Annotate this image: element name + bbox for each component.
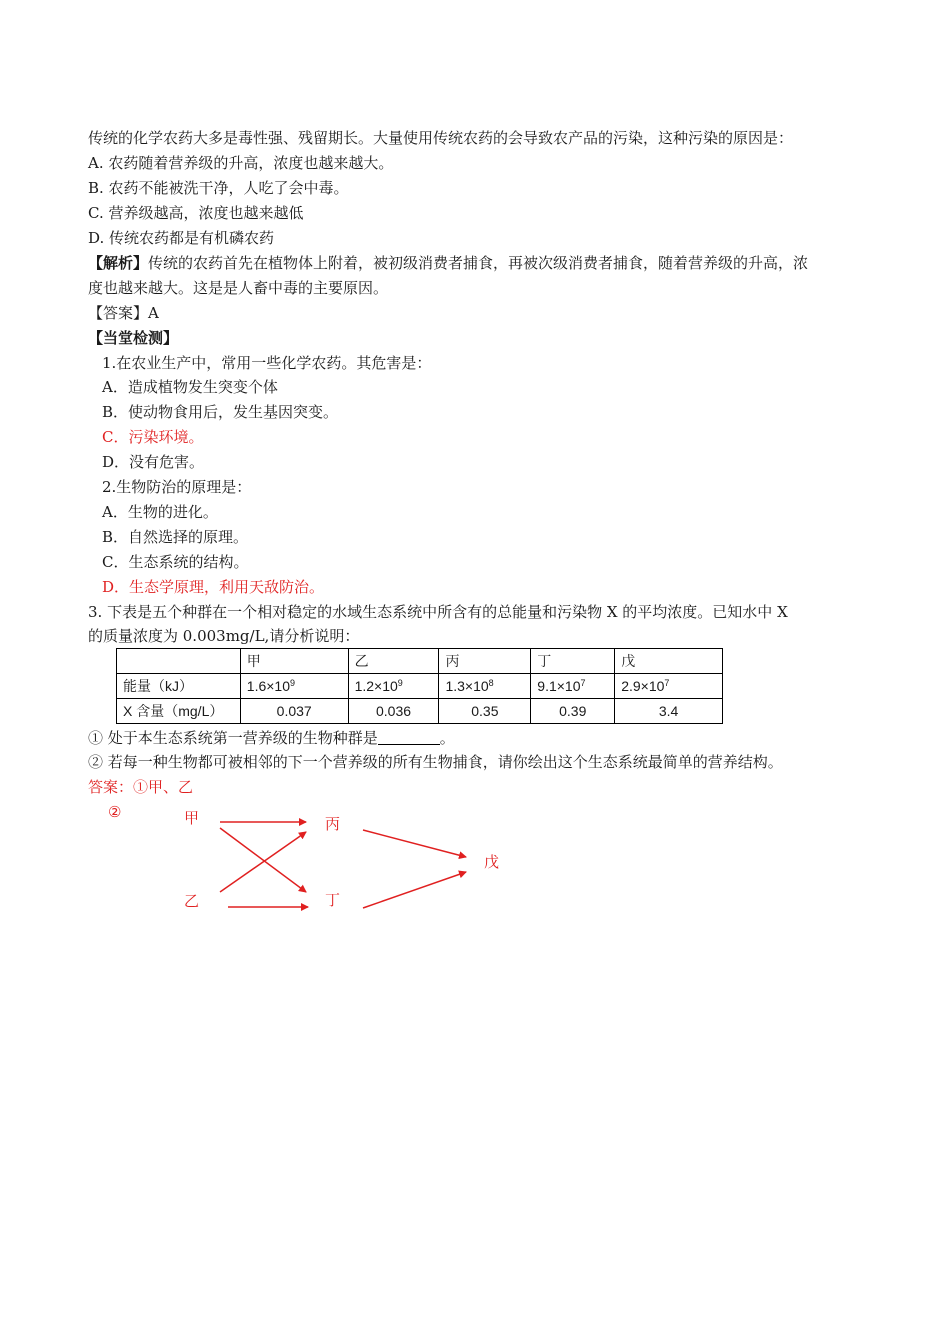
q3-sub-1: ① 处于本生态系统第一营养级的生物种群是 。 <box>88 729 455 747</box>
x-cell: 3.4 <box>615 699 723 724</box>
energy-cell: $9.1\times 10^7$ <box>531 674 615 699</box>
node-bing: 丙 <box>325 815 341 833</box>
q1-option-a: A．造成植物发生突变个体 <box>102 378 278 396</box>
q2-stem: 2.生物防治的原理是： <box>102 478 252 496</box>
table-header-cell: 戊 <box>615 649 723 674</box>
node-ding: 丁 <box>325 891 341 909</box>
q1-option-d: D．没有危害。 <box>102 453 205 471</box>
analysis-line-2: 度也越来越大。这是是人畜中毒的主要原因。 <box>88 279 389 297</box>
diagram-marker: ② <box>108 803 122 821</box>
table-header-cell: 丙 <box>439 649 531 674</box>
population-table <box>116 648 723 724</box>
x-cell: 0.036 <box>348 699 439 724</box>
intro-question: 传统的化学农药大多是毒性强、残留期长。大量使用传统农药的会导致农产品的污染，这种污染的原因是： <box>88 129 794 147</box>
node-wu: 戊 <box>484 853 500 871</box>
energy-cell: $1.3\times 10^8$ <box>439 674 531 699</box>
q3-sub-2: ② 若每一种生物都可被相邻的下一个营养级的所有生物捕食，请你绘出这个生态系统最简单的营养结构。 <box>88 753 783 771</box>
x-cell: 0.35 <box>439 699 531 724</box>
table-energy-row <box>117 674 723 699</box>
x-cell: 0.39 <box>531 699 615 724</box>
q1-option-c: C．污染环境。 <box>102 428 204 446</box>
energy-cell: $1.6\times 10^9$ <box>240 674 348 699</box>
intro-option-a: A. 农药随着营养级的升高，浓度也越来越大。 <box>88 154 394 172</box>
food-web-arrows <box>88 800 588 920</box>
table-header-cell: 乙 <box>348 649 439 674</box>
analysis-line-1 <box>88 253 808 273</box>
arrow-bing-wu <box>363 830 466 857</box>
energy-label: 能量（kJ） <box>117 674 241 699</box>
intro-option-d: D. 传统农药都是有机磷农药 <box>88 229 275 247</box>
x-label: X 含量（mg/L） <box>117 699 241 724</box>
q2-option-d: D．生态学原理，利用天敌防治。 <box>102 578 325 596</box>
table-header-cell: 丁 <box>531 649 615 674</box>
x-cell: 0.037 <box>240 699 348 724</box>
q1-stem: 1.在农业生产中，常用一些化学农药。其危害是： <box>102 354 432 372</box>
answer-blank <box>378 730 440 745</box>
q3-stem-line-2: 的质量浓度为 0.003mg/L,请分析说明： <box>88 627 360 645</box>
energy-cell: $2.9\times 10^7$ <box>615 674 723 699</box>
q2-option-c: C．生态系统的结构。 <box>102 553 249 571</box>
table-header-cell: 甲 <box>240 649 348 674</box>
q2-option-a: A．生物的进化。 <box>102 503 218 521</box>
q1-option-b: B．使动物食用后，发生基因突变。 <box>102 403 339 421</box>
arrow-ding-wu <box>363 872 466 908</box>
intro-answer: 【答案】A <box>88 304 159 322</box>
analysis-text: 传统的农药首先在植物体上附着，被初级消费者捕食，再被次级消费者捕食，随着营养级的升高，浓 <box>148 254 809 272</box>
intro-option-c: C. 营养级越高，浓度也越来越低 <box>88 204 304 222</box>
energy-cell: $1.2\times 10^9$ <box>348 674 439 699</box>
node-yi: 乙 <box>184 892 200 910</box>
analysis-tag: 【解析】 <box>88 254 149 272</box>
intro-option-b: B. 农药不能被洗干净，人吃了会中毒。 <box>88 179 349 197</box>
table-header-cell <box>117 649 241 674</box>
node-jia: 甲 <box>184 809 200 827</box>
food-web-diagram <box>88 800 588 920</box>
table-header-row <box>117 649 723 674</box>
q3-stem-line-1: 3. 下表是五个种群在一个相对稳定的水域生态系统中所含有的总能量和污染物 X 的平均浓度。已知水中 X <box>88 603 788 621</box>
q3-answer: 答案：①甲、乙 <box>88 778 194 796</box>
check-heading: 【当堂检测】 <box>88 329 179 347</box>
q2-option-b: B．自然选择的原理。 <box>102 528 249 546</box>
table-x-row <box>117 699 723 724</box>
